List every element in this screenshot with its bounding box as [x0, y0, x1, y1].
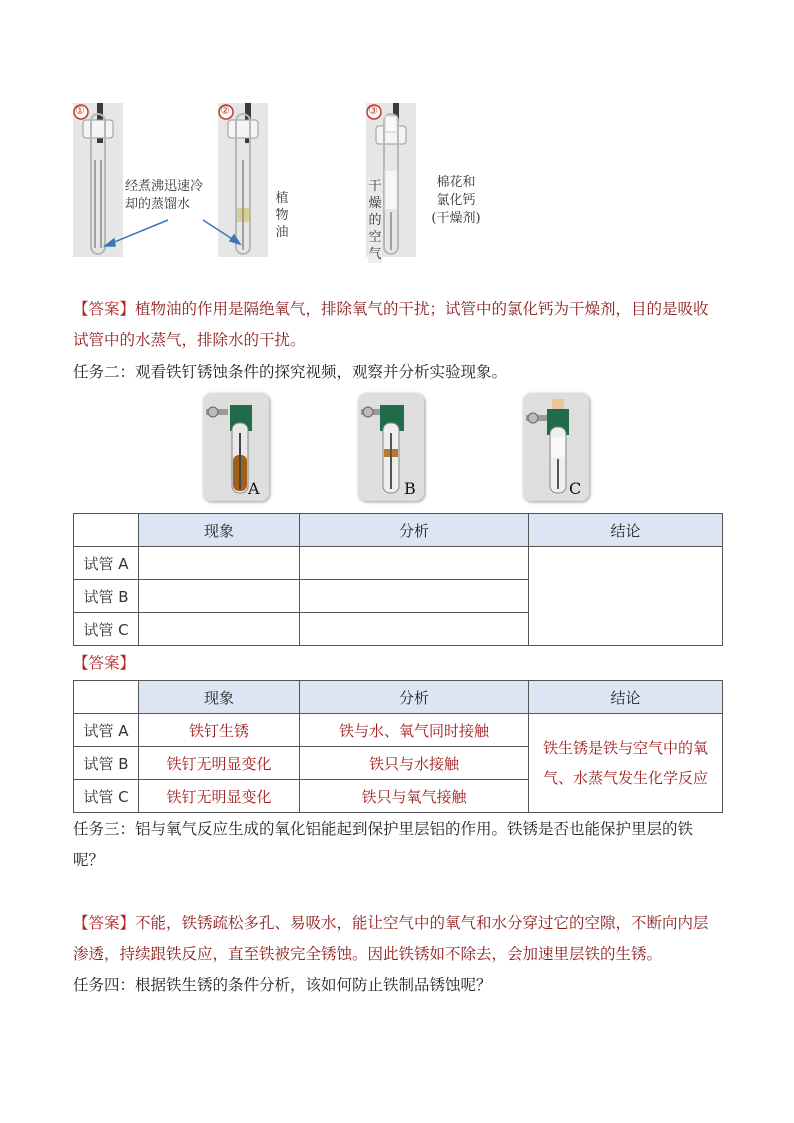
photo-tube-a-label: A: [248, 479, 260, 498]
task-2: 任务二：观看铁钉锈蚀条件的探究视频，观察并分析实验现象。: [73, 363, 508, 381]
analysis-cell: 铁与水、氧气同时接触: [300, 714, 529, 747]
table-row: [74, 547, 723, 580]
table-header-row: [74, 514, 723, 547]
header-phenomenon: 现象: [139, 514, 300, 547]
label-boiled-water-line2: 却的蒸馏水: [125, 197, 191, 212]
label-desiccant-line3: (干燥剂): [431, 211, 481, 226]
phenomenon-cell: 铁钉无明显变化: [139, 747, 300, 780]
blank-phenomenon-cell[interactable]: [139, 580, 300, 613]
observation-table-blank: [73, 513, 723, 646]
row-label-tube-a: 试管 A: [74, 547, 139, 580]
conclusion-line-2: 气、水蒸气发生化学反应: [542, 769, 708, 787]
label-desiccant-line1: 棉花和: [436, 175, 476, 190]
answer-1-text: 植物油的作用是隔绝氧气，排除氧气的干扰；试管中的氯化钙为干燥剂，目的是吸收试管中的水蒸气，排除水的干扰。: [73, 300, 709, 349]
label-oil-char-1: 植: [275, 191, 289, 206]
label-dry-air-char-1: 干: [368, 179, 382, 194]
label-oil-char-2: 物: [275, 208, 289, 223]
photo-tube-b: [358, 393, 424, 501]
header-analysis: 分析: [300, 514, 529, 547]
row-label-tube-c: 试管 C: [74, 613, 139, 646]
answer-2-label: 【答案】: [73, 654, 136, 672]
row-label-tube-b: 试管 B: [74, 747, 139, 780]
label-boiled-water-line1: 经煮沸迅速冷: [125, 179, 204, 194]
photo-tube-c-label: C: [569, 479, 582, 498]
conclusion-line-1: 铁生锈是铁与空气中的氧: [542, 739, 708, 757]
header-phenomenon: 现象: [139, 681, 300, 714]
photo-tube-c: [523, 393, 589, 501]
header-analysis: 分析: [300, 681, 529, 714]
label-desiccant: [419, 174, 493, 228]
answer-3-text: 不能，铁锈疏松多孔、易吸水，能让空气中的氧气和水分穿过它的空隙，不断向内层渗透，持续跟铁反应，直至铁被完全锈蚀。因此铁锈如不除去，会加速里层铁的生锈。: [73, 914, 709, 963]
label-oil-char-3: 油: [275, 225, 289, 240]
table-header-row: [74, 681, 723, 714]
task-4: 任务四：根据铁生锈的条件分析，该如何防止铁制品锈蚀呢？: [73, 976, 492, 994]
tube-2-number: ②: [220, 104, 230, 117]
photo-tube-a: [203, 393, 269, 501]
row-label-tube-b: 试管 B: [74, 580, 139, 613]
answer-1: [73, 294, 723, 356]
label-dry-air-char-3: 的: [368, 213, 382, 228]
label-desiccant-line2: 氯化钙: [436, 193, 476, 208]
tube-1-number: ①: [75, 104, 85, 117]
answer-3-label: 【答案】: [73, 914, 136, 932]
row-label-tube-a: 试管 A: [74, 714, 139, 747]
header-corner-cell: [74, 681, 139, 714]
tube-1-photo: [73, 103, 123, 257]
table-row: [74, 714, 723, 747]
answer-3: [73, 908, 723, 970]
blank-analysis-cell[interactable]: [300, 547, 529, 580]
blank-analysis-cell[interactable]: [300, 580, 529, 613]
phenomenon-cell: 铁钉生锈: [139, 714, 300, 747]
label-dry-air-char-4: 空: [368, 230, 382, 245]
blank-phenomenon-cell[interactable]: [139, 547, 300, 580]
tube-3-number: ③: [368, 104, 378, 117]
row-label-tube-c: 试管 C: [74, 780, 139, 813]
header-corner-cell: [74, 514, 139, 547]
photo-tube-b-label: B: [404, 479, 416, 498]
blank-phenomenon-cell[interactable]: [139, 613, 300, 646]
conclusion-cell: [529, 714, 723, 813]
header-conclusion: 结论: [529, 514, 723, 547]
answer-1-label: 【答案】: [73, 300, 136, 318]
label-dry-air: [368, 178, 382, 263]
task-3: 任务三：铝与氧气反应生成的氧化铝能起到保护里层铝的作用。铁锈是否也能保护里层的铁呢？: [73, 820, 694, 869]
blank-analysis-cell[interactable]: [300, 613, 529, 646]
header-conclusion: 结论: [529, 681, 723, 714]
observation-table-answer: [73, 680, 723, 813]
label-oil: [275, 190, 289, 241]
label-dry-air-char-2: 燥: [368, 196, 382, 211]
figure-1-experiment-photos: [73, 100, 493, 260]
label-boiled-water: [125, 178, 217, 214]
analysis-cell: 铁只与水接触: [300, 747, 529, 780]
blank-conclusion-cell[interactable]: [529, 547, 723, 646]
phenomenon-cell: 铁钉无明显变化: [139, 780, 300, 813]
label-dry-air-char-5: 气: [368, 247, 382, 262]
analysis-cell: 铁只与氧气接触: [300, 780, 529, 813]
